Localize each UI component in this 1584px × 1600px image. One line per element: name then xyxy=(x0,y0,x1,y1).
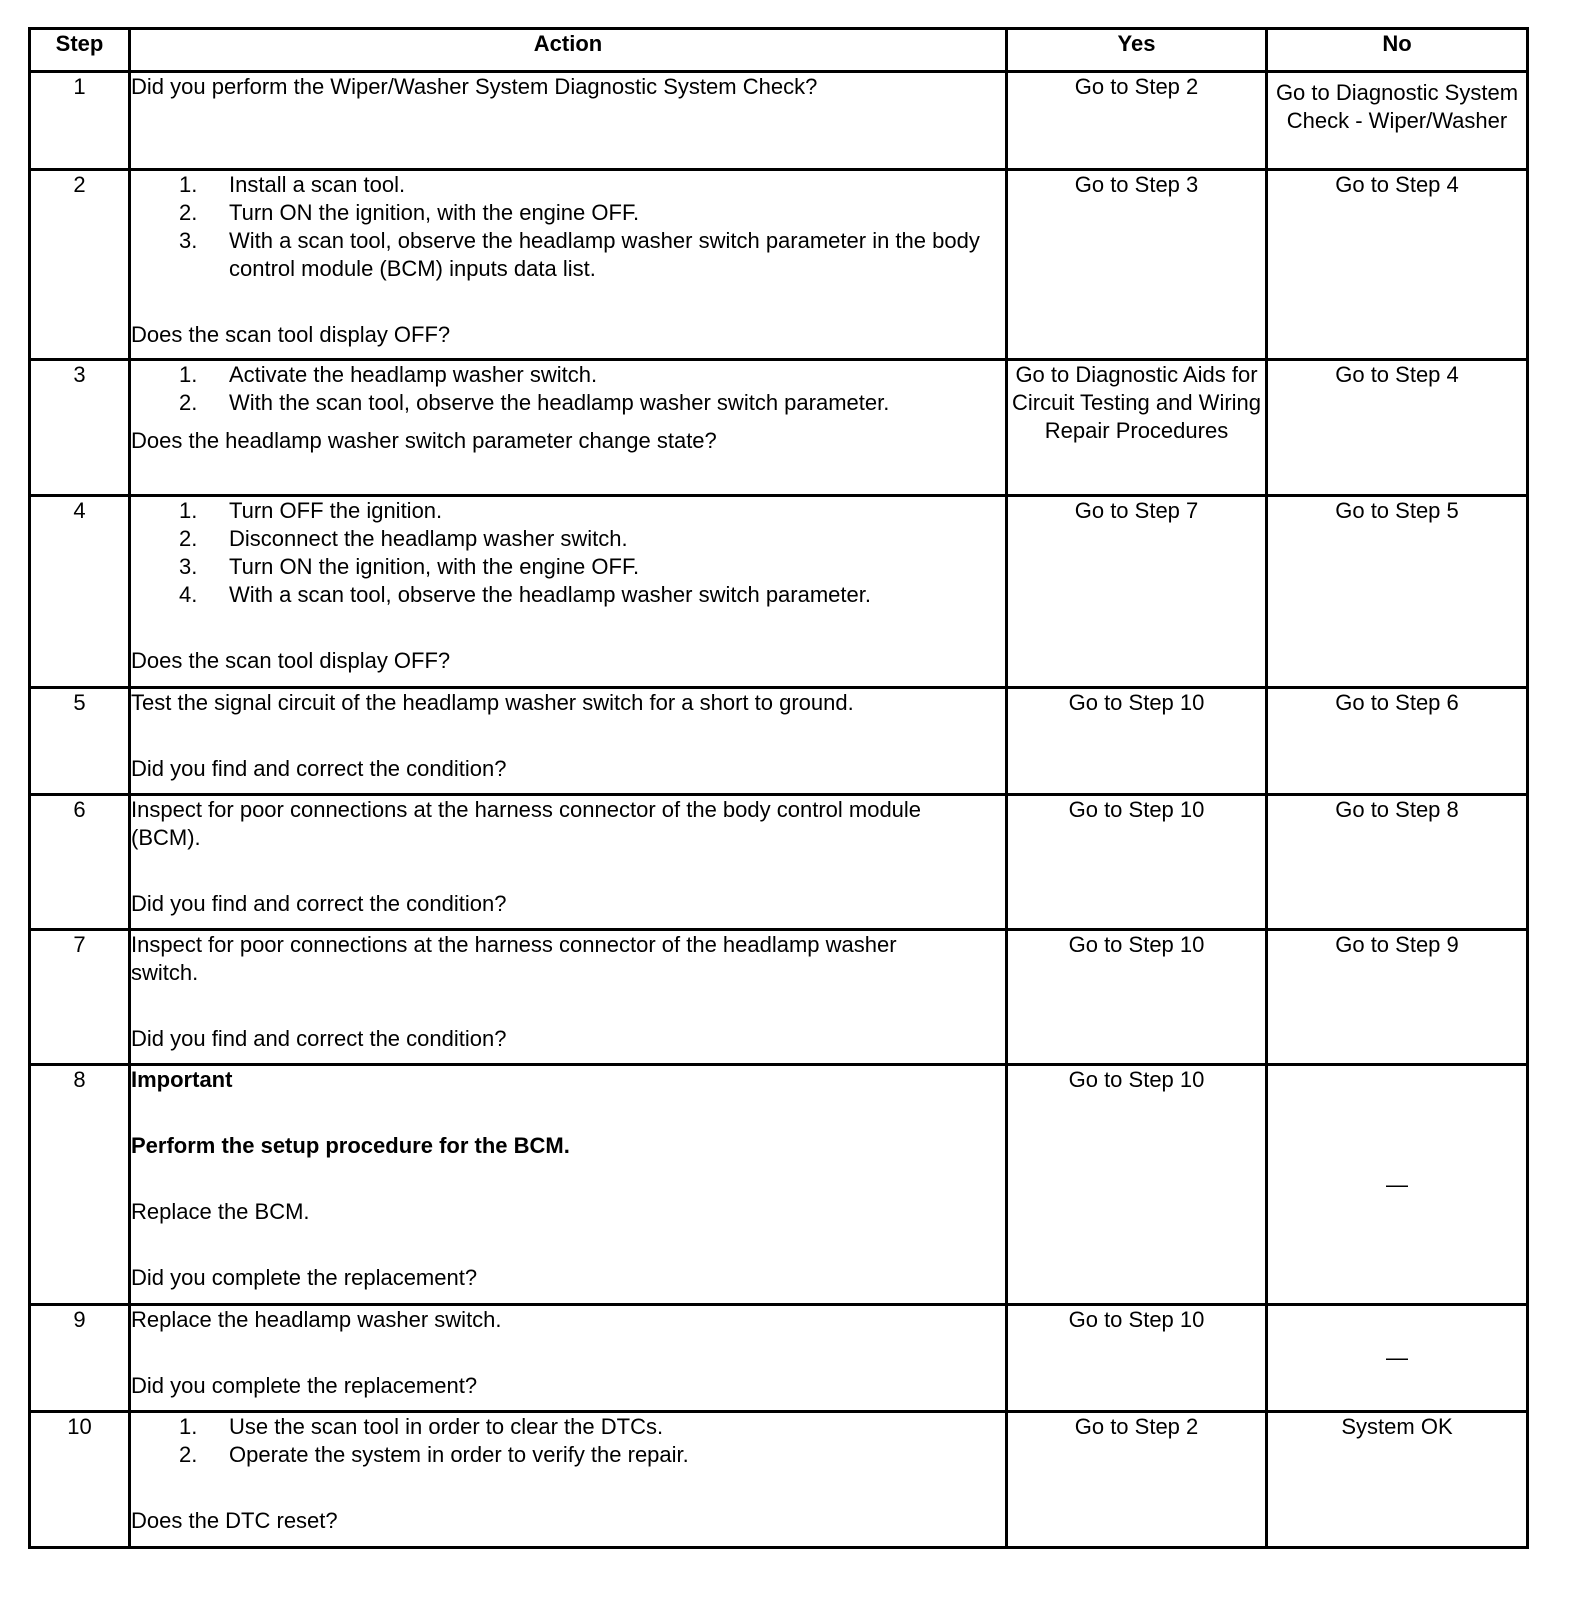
action-text: Inspect for poor connections at the harness connector of the body control module (BCM). xyxy=(131,797,922,850)
no-cell: Go to Step 6 xyxy=(1267,688,1528,795)
yes-cell: Go to Step 10 xyxy=(1007,1065,1267,1305)
table-row xyxy=(30,930,1528,1065)
no-cell: System OK xyxy=(1267,1412,1528,1548)
action-question: Did you perform the Wiper/Washer System Diagnostic System Check? xyxy=(131,74,818,99)
action-text: Replace the BCM. xyxy=(131,1199,310,1224)
list-item: 3. With a scan tool, observe the headlamp washer switch parameter in the body control module (BCM) inputs data list. xyxy=(179,228,980,281)
step-number: 7 xyxy=(30,930,130,1065)
table-row xyxy=(30,1065,1528,1305)
no-cell: — xyxy=(1267,1305,1528,1412)
action-question: Did you find and correct the condition? xyxy=(131,891,507,916)
action-cell xyxy=(130,1412,1007,1548)
diagnostic-table xyxy=(28,27,1529,1549)
yes-cell: Go to Step 10 xyxy=(1007,688,1267,795)
list-item: 1. Install a scan tool. xyxy=(179,172,406,197)
list-item: 4. With a scan tool, observe the headlamp washer switch parameter. xyxy=(179,582,871,607)
list-item: 1. Use the scan tool in order to clear the DTCs. xyxy=(179,1414,664,1439)
table-row xyxy=(30,1412,1528,1548)
step-number: 2 xyxy=(30,170,130,360)
action-steps xyxy=(131,1413,1005,1469)
header-yes: Yes xyxy=(1007,29,1267,72)
action-text: Test the signal circuit of the headlamp washer switch for a short to ground. xyxy=(131,690,854,715)
step-number: 4 xyxy=(30,496,130,688)
yes-cell: Go to Step 10 xyxy=(1007,1305,1267,1412)
action-question: Does the scan tool display OFF? xyxy=(131,648,451,673)
action-steps xyxy=(131,171,1005,283)
table-row xyxy=(30,795,1528,930)
header-row xyxy=(30,29,1528,72)
list-item: 2. Operate the system in order to verify the repair. xyxy=(179,1442,689,1467)
step-number: 3 xyxy=(30,360,130,496)
list-item: 3. Turn ON the ignition, with the engine OFF. xyxy=(179,554,640,579)
step-number: 8 xyxy=(30,1065,130,1305)
action-text: Inspect for poor connections at the harness connector of the headlamp washer switch. xyxy=(131,932,897,985)
table-row xyxy=(30,360,1528,496)
list-item: 2. Disconnect the headlamp washer switch. xyxy=(179,526,628,551)
action-question: Did you find and correct the condition? xyxy=(131,1026,507,1051)
action-cell xyxy=(130,688,1007,795)
step-number: 5 xyxy=(30,688,130,795)
no-cell: Go to Step 8 xyxy=(1267,795,1528,930)
table-row xyxy=(30,72,1528,170)
yes-cell: Go to Step 7 xyxy=(1007,496,1267,688)
no-cell: Go to Step 5 xyxy=(1267,496,1528,688)
list-item: 2. With the scan tool, observe the headlamp washer switch parameter. xyxy=(179,390,890,415)
step-number: 1 xyxy=(30,72,130,170)
table-row xyxy=(30,1305,1528,1412)
action-cell xyxy=(130,72,1007,170)
action-text: Replace the headlamp washer switch. xyxy=(131,1307,502,1332)
action-question: Does the headlamp washer switch parameter change state? xyxy=(131,428,717,453)
header-action: Action xyxy=(130,29,1007,72)
action-question: Does the scan tool display OFF? xyxy=(131,322,451,347)
yes-cell: Go to Step 10 xyxy=(1007,795,1267,930)
no-cell: — xyxy=(1267,1065,1528,1305)
yes-cell: Go to Step 2 xyxy=(1007,72,1267,170)
yes-cell: Go to Step 2 xyxy=(1007,1412,1267,1548)
table-row xyxy=(30,170,1528,360)
yes-cell: Go to Step 10 xyxy=(1007,930,1267,1065)
header-step: Step xyxy=(30,29,130,72)
list-item: 2. Turn ON the ignition, with the engine OFF. xyxy=(179,200,640,225)
action-cell xyxy=(130,496,1007,688)
action-cell xyxy=(130,795,1007,930)
no-cell: Go to Step 4 xyxy=(1267,170,1528,360)
header-no: No xyxy=(1267,29,1528,72)
action-question: Did you complete the replacement? xyxy=(131,1265,478,1290)
action-question: Did you complete the replacement? xyxy=(131,1373,478,1398)
step-number: 10 xyxy=(30,1412,130,1548)
action-question: Does the DTC reset? xyxy=(131,1508,338,1533)
table-row xyxy=(30,688,1528,795)
action-cell xyxy=(130,1065,1007,1305)
action-cell xyxy=(130,1305,1007,1412)
no-cell: Go to Step 4 xyxy=(1267,360,1528,496)
list-item: 1. Activate the headlamp washer switch. xyxy=(179,362,598,387)
table-row xyxy=(30,496,1528,688)
action-cell xyxy=(130,360,1007,496)
yes-cell: Go to Step 3 xyxy=(1007,170,1267,360)
yes-cell: Go to Diagnostic Aids for Circuit Testing and Wiring Repair Procedures xyxy=(1007,360,1267,496)
list-item: 1. Turn OFF the ignition. xyxy=(179,498,443,523)
action-cell xyxy=(130,930,1007,1065)
action-steps xyxy=(131,361,1005,417)
step-number: 6 xyxy=(30,795,130,930)
action-steps xyxy=(131,497,1005,609)
action-cell xyxy=(130,170,1007,360)
action-question: Did you find and correct the condition? xyxy=(131,756,507,781)
no-cell: Go to Diagnostic System Check - Wiper/Washer xyxy=(1267,72,1528,170)
important-label: Important xyxy=(131,1067,233,1092)
no-cell: Go to Step 9 xyxy=(1267,930,1528,1065)
step-number: 9 xyxy=(30,1305,130,1412)
important-text: Perform the setup procedure for the BCM. xyxy=(131,1133,570,1158)
